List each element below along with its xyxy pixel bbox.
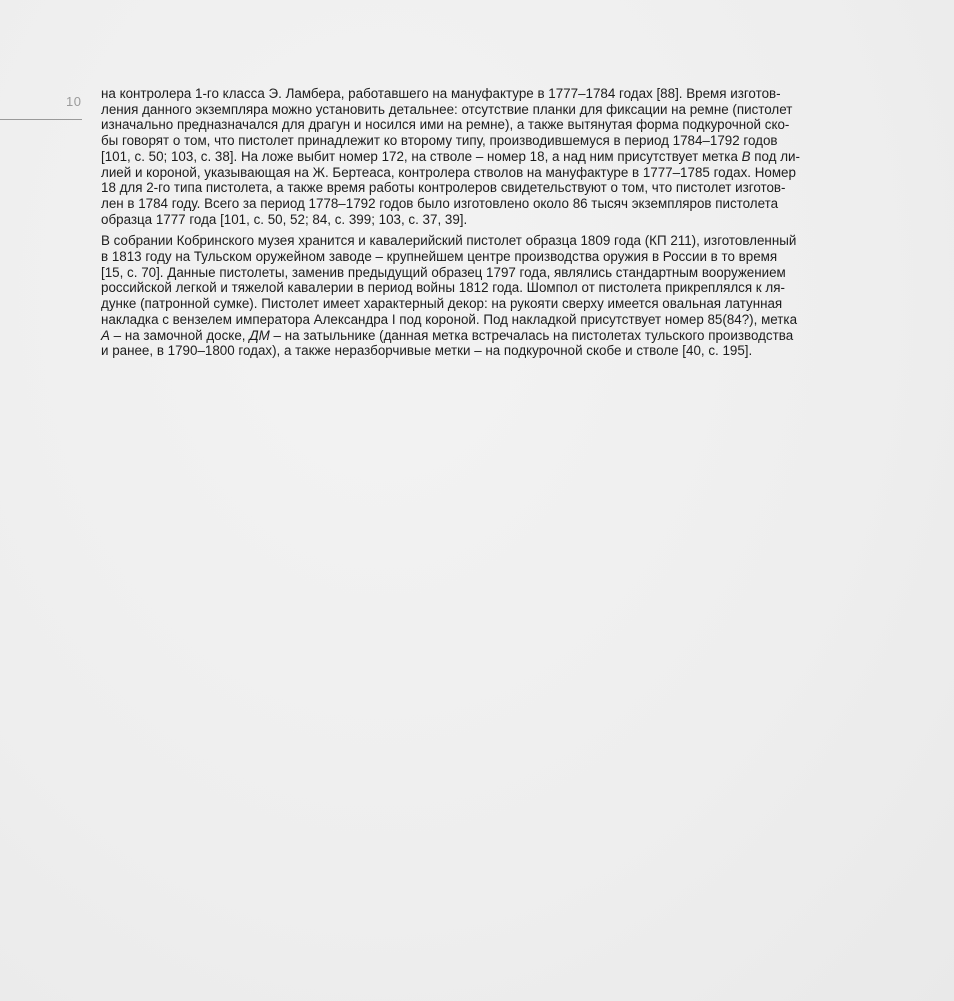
text-line (101, 149, 877, 165)
italic-mark: ДМ (249, 327, 270, 343)
margin-rule (0, 119, 82, 120)
italic-mark: B (741, 148, 751, 164)
text-line: российской легкой и тяжелой кавалерии в период войны 1812 года. Шомпол от пистолета прикреплялся к ля- (101, 280, 785, 296)
text-line: бы говорят о том, что пистолет принадлежит ко второму типу, производившемуся в период 1784–1792 годов (101, 133, 778, 149)
text-fragment: [101, с. 50; 103, с. 38]. На ложе выбит номер 172, на стволе – номер 18, а над ним присутствует метка (101, 148, 742, 164)
text-line: в 1813 году на Тульском оружейном заводе – крупнейшем центре производства оружия в России в то время (101, 249, 778, 265)
paragraph-1 (101, 86, 877, 227)
text-line: образца 1777 года [101, с. 50, 52; 84, с. 399; 103, с. 37, 39]. (101, 211, 468, 227)
text-line: лией и короной, указывающая на Ж. Бертеаса, контролера стволов на мануфактуре в 1777–1785 годах. Номер (101, 164, 796, 180)
italic-mark: А (101, 327, 110, 343)
text-line: ления данного экземпляра можно установить детальнее: отсутствие планки для фиксации на ремне (пистолет (101, 101, 793, 117)
text-fragment: – на затыльнике (данная метка встречалась на пистолетах тульского производства (269, 327, 794, 343)
text-line: лен в 1784 году. Всего за период 1778–1792 годов было изготовлено около 86 тысяч экземпляров пистолета (101, 195, 779, 211)
text-line: накладка с вензелем императора Александра I под короной. Под накладкой присутствует номер 85(84?), метка (101, 311, 798, 327)
text-line (101, 328, 877, 344)
text-line: и ранее, в 1790–1800 годах), а также неразборчивые метки – на подкурочной скобе и стволе [40, с. 195]. (101, 343, 753, 359)
text-line: изначально предназначался для драгун и носился ими на ремне), а также вытянутая форма подкурочной ско- (101, 117, 790, 133)
text-line: [15, с. 70]. Данные пистолеты, заменив предыдущий образец 1797 года, являлись стандартным вооружением (101, 264, 786, 280)
page-number: 10 (66, 94, 82, 109)
text-line: дунке (патронной сумке). Пистолет имеет характерный декор: на рукояти сверху имеется овальная латунная (101, 296, 783, 312)
text-fragment: под ли- (750, 148, 800, 164)
text-line: В собрании Кобринского музея хранится и кавалерийский пистолет образца 1809 года (КП 211), изготовленный (101, 233, 797, 249)
text-fragment: – на замочной доске, (109, 327, 250, 343)
text-line: 18 для 2-го типа пистолета, а также время работы контролеров свидетельствуют о том, что пистолет изготов- (101, 180, 786, 196)
text-line: на контролера 1-го класса Э. Ламбера, работавшего на мануфактуре в 1777–1784 годах [88]. Время изготов- (101, 86, 781, 101)
paragraph-2 (101, 233, 877, 359)
body-text (101, 86, 877, 359)
